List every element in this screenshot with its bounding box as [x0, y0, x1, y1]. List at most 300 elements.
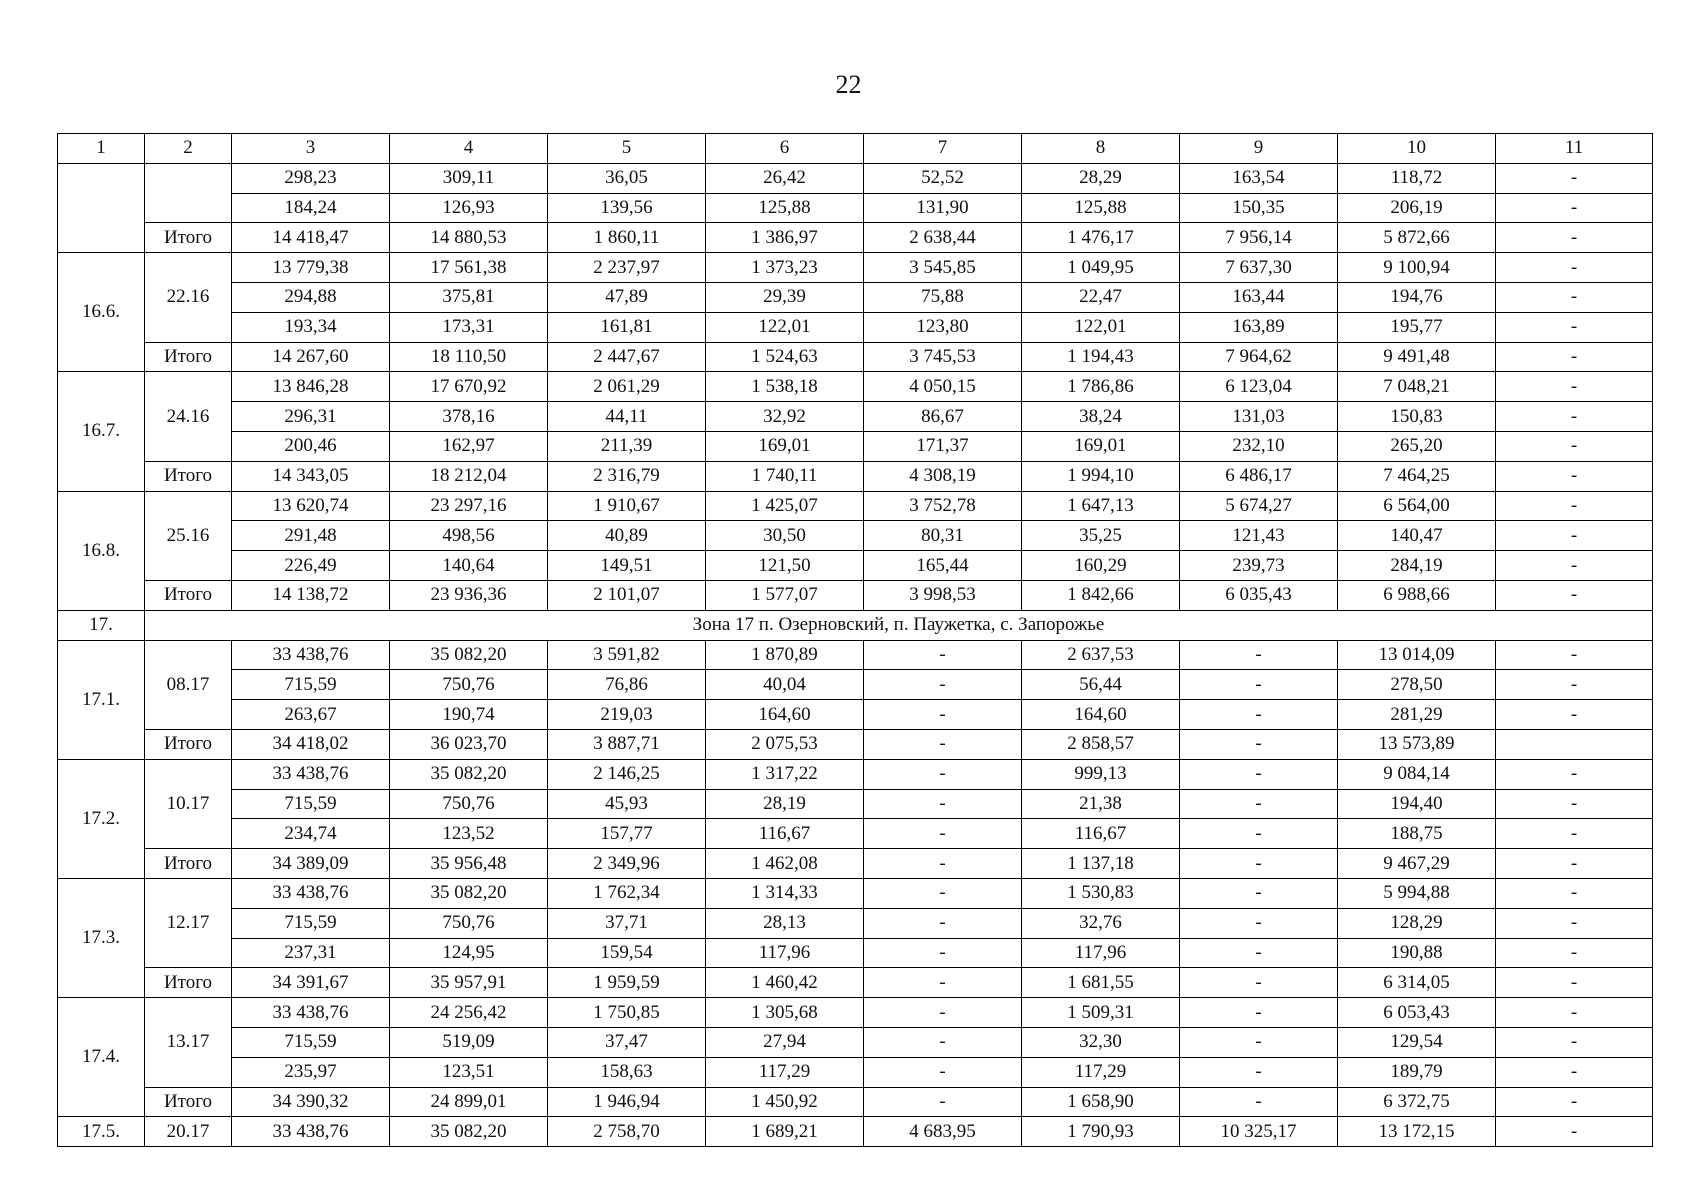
- value-cell: 1 750,85: [548, 998, 706, 1028]
- total-row: [58, 729, 1653, 759]
- table-row: [58, 938, 1653, 968]
- value-cell: -: [1496, 431, 1653, 461]
- value-cell: -: [1180, 819, 1338, 849]
- value-cell: 40,04: [706, 670, 864, 700]
- table-row: [58, 819, 1653, 849]
- table-row: [58, 402, 1653, 432]
- header-cell: 10: [1338, 134, 1496, 164]
- value-cell: -: [1496, 819, 1653, 849]
- value-cell: 34 418,02: [232, 729, 390, 759]
- value-cell: 34 391,67: [232, 968, 390, 998]
- value-cell: 163,54: [1180, 163, 1338, 193]
- value-cell: 13 014,09: [1338, 640, 1496, 670]
- total-row: [58, 461, 1653, 491]
- table-row: [58, 700, 1653, 730]
- value-cell: 164,60: [1022, 700, 1180, 730]
- value-cell: 498,56: [390, 521, 548, 551]
- value-cell: -: [1496, 580, 1653, 610]
- value-cell: 169,01: [1022, 431, 1180, 461]
- value-cell: -: [864, 998, 1022, 1028]
- value-cell: -: [864, 1027, 1022, 1057]
- value-cell: 14 138,72: [232, 580, 390, 610]
- value-cell: 35 957,91: [390, 968, 548, 998]
- value-cell: 206,19: [1338, 193, 1496, 223]
- value-cell: 117,96: [706, 938, 864, 968]
- value-cell: 1 658,90: [1022, 1087, 1180, 1117]
- value-cell: 6 123,04: [1180, 372, 1338, 402]
- value-cell: -: [864, 819, 1022, 849]
- value-cell: 200,46: [232, 431, 390, 461]
- value-cell: 281,29: [1338, 700, 1496, 730]
- value-cell: -: [1496, 789, 1653, 819]
- value-cell: 2 637,53: [1022, 640, 1180, 670]
- value-cell: -: [1496, 908, 1653, 938]
- value-cell: 7 637,30: [1180, 253, 1338, 283]
- value-cell: 18 212,04: [390, 461, 548, 491]
- value-cell: 33 438,76: [232, 640, 390, 670]
- value-cell: 219,03: [548, 700, 706, 730]
- value-cell: 122,01: [1022, 312, 1180, 342]
- total-label-cell: Итого: [145, 342, 232, 372]
- value-cell: 6 564,00: [1338, 491, 1496, 521]
- value-cell: -: [864, 640, 1022, 670]
- value-cell: -: [1180, 998, 1338, 1028]
- value-cell: 1 860,11: [548, 223, 706, 253]
- value-cell: 33 438,76: [232, 759, 390, 789]
- item-number-cell: 17.: [58, 610, 145, 640]
- value-cell: 121,43: [1180, 521, 1338, 551]
- value-cell: -: [1180, 908, 1338, 938]
- value-cell: 34 390,32: [232, 1087, 390, 1117]
- value-cell: 715,59: [232, 789, 390, 819]
- value-cell: 265,20: [1338, 431, 1496, 461]
- value-cell: 28,29: [1022, 163, 1180, 193]
- value-cell: 519,09: [390, 1027, 548, 1057]
- value-cell: 1 386,97: [706, 223, 864, 253]
- header-cell: 2: [145, 134, 232, 164]
- header-cell: 9: [1180, 134, 1338, 164]
- value-cell: 14 267,60: [232, 342, 390, 372]
- value-cell: 35 082,20: [390, 878, 548, 908]
- total-row: [58, 1087, 1653, 1117]
- value-cell: 5 872,66: [1338, 223, 1496, 253]
- value-cell: 750,76: [390, 789, 548, 819]
- value-cell: -: [1496, 1027, 1653, 1057]
- value-cell: 29,39: [706, 282, 864, 312]
- value-cell: 140,64: [390, 551, 548, 581]
- value-cell: -: [1496, 253, 1653, 283]
- value-cell: 24 256,42: [390, 998, 548, 1028]
- value-cell: 149,51: [548, 551, 706, 581]
- value-cell: 188,75: [1338, 819, 1496, 849]
- item-number-cell: 17.1.: [58, 640, 145, 759]
- value-cell: 35,25: [1022, 521, 1180, 551]
- value-cell: 36,05: [548, 163, 706, 193]
- value-cell: 2 638,44: [864, 223, 1022, 253]
- value-cell: 159,54: [548, 938, 706, 968]
- value-cell: 1 577,07: [706, 580, 864, 610]
- value-cell: 1 425,07: [706, 491, 864, 521]
- total-label-cell: Итого: [145, 580, 232, 610]
- value-cell: 284,19: [1338, 551, 1496, 581]
- value-cell: 195,77: [1338, 312, 1496, 342]
- total-row: [58, 849, 1653, 879]
- item-number-cell: [58, 163, 145, 252]
- value-cell: 1 870,89: [706, 640, 864, 670]
- total-row: [58, 342, 1653, 372]
- value-cell: -: [1180, 700, 1338, 730]
- value-cell: 36 023,70: [390, 729, 548, 759]
- value-cell: 7 956,14: [1180, 223, 1338, 253]
- value-cell: 37,47: [548, 1027, 706, 1057]
- value-cell: [1496, 729, 1653, 759]
- value-cell: 2 316,79: [548, 461, 706, 491]
- zone-code-cell: 13.17: [145, 998, 232, 1087]
- value-cell: -: [864, 849, 1022, 879]
- value-cell: 40,89: [548, 521, 706, 551]
- value-cell: -: [1496, 551, 1653, 581]
- value-cell: 157,77: [548, 819, 706, 849]
- value-cell: -: [1180, 1087, 1338, 1117]
- value-cell: 28,19: [706, 789, 864, 819]
- value-cell: -: [1496, 461, 1653, 491]
- value-cell: 193,34: [232, 312, 390, 342]
- value-cell: 14 880,53: [390, 223, 548, 253]
- value-cell: 1 786,86: [1022, 372, 1180, 402]
- value-cell: -: [1180, 789, 1338, 819]
- value-cell: 2 061,29: [548, 372, 706, 402]
- value-cell: -: [1496, 998, 1653, 1028]
- value-cell: 76,86: [548, 670, 706, 700]
- value-cell: -: [864, 729, 1022, 759]
- value-cell: 211,39: [548, 431, 706, 461]
- value-cell: 28,13: [706, 908, 864, 938]
- zone-code-cell: 10.17: [145, 759, 232, 848]
- table-row: [58, 1027, 1653, 1057]
- table-row: [58, 431, 1653, 461]
- value-cell: 131,03: [1180, 402, 1338, 432]
- value-cell: 1 137,18: [1022, 849, 1180, 879]
- value-cell: 18 110,50: [390, 342, 548, 372]
- value-cell: 750,76: [390, 908, 548, 938]
- table-row: [58, 1117, 1653, 1147]
- value-cell: 33 438,76: [232, 878, 390, 908]
- total-row: [58, 223, 1653, 253]
- value-cell: 6 988,66: [1338, 580, 1496, 610]
- value-cell: -: [864, 1057, 1022, 1087]
- zone-code-cell: 22.16: [145, 253, 232, 342]
- value-cell: 234,74: [232, 819, 390, 849]
- value-cell: -: [864, 670, 1022, 700]
- value-cell: 1 509,31: [1022, 998, 1180, 1028]
- value-cell: 7 048,21: [1338, 372, 1496, 402]
- value-cell: 150,83: [1338, 402, 1496, 432]
- zone-code-cell: 25.16: [145, 491, 232, 580]
- header-cell: 6: [706, 134, 864, 164]
- value-cell: -: [864, 1087, 1022, 1117]
- value-cell: 3 887,71: [548, 729, 706, 759]
- zone-code-cell: 12.17: [145, 878, 232, 967]
- table-row: [58, 372, 1653, 402]
- value-cell: 1 476,17: [1022, 223, 1180, 253]
- value-cell: 121,50: [706, 551, 864, 581]
- value-cell: 21,38: [1022, 789, 1180, 819]
- tariff-table: [57, 133, 1653, 1147]
- value-cell: 23 936,36: [390, 580, 548, 610]
- table-row: [58, 491, 1653, 521]
- value-cell: 1 762,34: [548, 878, 706, 908]
- value-cell: 45,93: [548, 789, 706, 819]
- value-cell: 1 305,68: [706, 998, 864, 1028]
- value-cell: 128,29: [1338, 908, 1496, 938]
- value-cell: 10 325,17: [1180, 1117, 1338, 1147]
- value-cell: -: [1496, 193, 1653, 223]
- value-cell: 1 194,43: [1022, 342, 1180, 372]
- value-cell: 32,92: [706, 402, 864, 432]
- value-cell: -: [1496, 521, 1653, 551]
- value-cell: 291,48: [232, 521, 390, 551]
- total-row: [58, 580, 1653, 610]
- value-cell: 129,54: [1338, 1027, 1496, 1057]
- item-number-cell: 16.7.: [58, 372, 145, 491]
- table-body: [58, 163, 1653, 1146]
- value-cell: -: [1496, 938, 1653, 968]
- value-cell: 6 486,17: [1180, 461, 1338, 491]
- value-cell: 2 758,70: [548, 1117, 706, 1147]
- value-cell: 38,24: [1022, 402, 1180, 432]
- value-cell: 117,29: [1022, 1057, 1180, 1087]
- value-cell: 117,96: [1022, 938, 1180, 968]
- total-label-cell: Итого: [145, 1087, 232, 1117]
- value-cell: 1 314,33: [706, 878, 864, 908]
- value-cell: -: [1180, 729, 1338, 759]
- value-cell: 263,67: [232, 700, 390, 730]
- value-cell: -: [864, 700, 1022, 730]
- value-cell: 171,37: [864, 431, 1022, 461]
- value-cell: -: [864, 759, 1022, 789]
- value-cell: -: [1180, 938, 1338, 968]
- page-number: 22: [835, 70, 862, 99]
- value-cell: 296,31: [232, 402, 390, 432]
- value-cell: 226,49: [232, 551, 390, 581]
- value-cell: -: [864, 878, 1022, 908]
- value-cell: 3 745,53: [864, 342, 1022, 372]
- value-cell: -: [1496, 372, 1653, 402]
- value-cell: 3 591,82: [548, 640, 706, 670]
- value-cell: 158,63: [548, 1057, 706, 1087]
- value-cell: 32,76: [1022, 908, 1180, 938]
- item-number-cell: 16.6.: [58, 253, 145, 372]
- value-cell: 173,31: [390, 312, 548, 342]
- value-cell: 44,11: [548, 402, 706, 432]
- value-cell: -: [1496, 342, 1653, 372]
- value-cell: 2 146,25: [548, 759, 706, 789]
- value-cell: 194,40: [1338, 789, 1496, 819]
- zone-code-cell: 20.17: [145, 1117, 232, 1147]
- value-cell: 1 740,11: [706, 461, 864, 491]
- value-cell: -: [1180, 640, 1338, 670]
- value-cell: 1 994,10: [1022, 461, 1180, 491]
- value-cell: 2 349,96: [548, 849, 706, 879]
- value-cell: -: [1496, 1087, 1653, 1117]
- value-cell: -: [1180, 1057, 1338, 1087]
- value-cell: -: [1496, 402, 1653, 432]
- table-row: [58, 670, 1653, 700]
- zone-code-cell: [145, 163, 232, 223]
- value-cell: 14 418,47: [232, 223, 390, 253]
- value-cell: -: [1180, 968, 1338, 998]
- value-cell: 33 438,76: [232, 998, 390, 1028]
- value-cell: 160,29: [1022, 551, 1180, 581]
- value-cell: 194,76: [1338, 282, 1496, 312]
- value-cell: 2 101,07: [548, 580, 706, 610]
- total-label-cell: Итого: [145, 729, 232, 759]
- value-cell: 14 343,05: [232, 461, 390, 491]
- value-cell: 1 842,66: [1022, 580, 1180, 610]
- value-cell: 2 075,53: [706, 729, 864, 759]
- header-cell: 1: [58, 134, 145, 164]
- value-cell: 32,30: [1022, 1027, 1180, 1057]
- value-cell: 169,01: [706, 431, 864, 461]
- value-cell: 13 620,74: [232, 491, 390, 521]
- value-cell: 150,35: [1180, 193, 1338, 223]
- value-cell: 1 689,21: [706, 1117, 864, 1147]
- value-cell: 237,31: [232, 938, 390, 968]
- value-cell: 86,67: [864, 402, 1022, 432]
- table-row: [58, 789, 1653, 819]
- value-cell: 13 172,15: [1338, 1117, 1496, 1147]
- value-cell: 278,50: [1338, 670, 1496, 700]
- value-cell: 715,59: [232, 908, 390, 938]
- value-cell: 163,44: [1180, 282, 1338, 312]
- value-cell: 164,60: [706, 700, 864, 730]
- total-label-cell: Итого: [145, 461, 232, 491]
- value-cell: -: [1496, 759, 1653, 789]
- value-cell: 5 994,88: [1338, 878, 1496, 908]
- value-cell: 116,67: [1022, 819, 1180, 849]
- table-row: [58, 253, 1653, 283]
- value-cell: 232,10: [1180, 431, 1338, 461]
- value-cell: 1 460,42: [706, 968, 864, 998]
- header-cell: 5: [548, 134, 706, 164]
- value-cell: 35 956,48: [390, 849, 548, 879]
- value-cell: 6 035,43: [1180, 580, 1338, 610]
- value-cell: 1 450,92: [706, 1087, 864, 1117]
- value-cell: -: [1496, 670, 1653, 700]
- value-cell: 715,59: [232, 1027, 390, 1057]
- value-cell: 2 858,57: [1022, 729, 1180, 759]
- value-cell: 125,88: [706, 193, 864, 223]
- value-cell: 7 464,25: [1338, 461, 1496, 491]
- value-cell: 35 082,20: [390, 640, 548, 670]
- value-cell: 3 752,78: [864, 491, 1022, 521]
- value-cell: 1 910,67: [548, 491, 706, 521]
- value-cell: 17 670,92: [390, 372, 548, 402]
- value-cell: 189,79: [1338, 1057, 1496, 1087]
- value-cell: 125,88: [1022, 193, 1180, 223]
- value-cell: 9 467,29: [1338, 849, 1496, 879]
- table-row: [58, 521, 1653, 551]
- item-number-cell: 17.4.: [58, 998, 145, 1117]
- value-cell: 24 899,01: [390, 1087, 548, 1117]
- value-cell: 13 573,89: [1338, 729, 1496, 759]
- value-cell: 6 314,05: [1338, 968, 1496, 998]
- value-cell: 163,89: [1180, 312, 1338, 342]
- value-cell: 1 959,59: [548, 968, 706, 998]
- value-cell: -: [864, 908, 1022, 938]
- value-cell: 1 462,08: [706, 849, 864, 879]
- value-cell: 34 389,09: [232, 849, 390, 879]
- value-cell: 2 447,67: [548, 342, 706, 372]
- value-cell: 131,90: [864, 193, 1022, 223]
- value-cell: 1 530,83: [1022, 878, 1180, 908]
- value-cell: 37,71: [548, 908, 706, 938]
- table-row: [58, 878, 1653, 908]
- value-cell: 165,44: [864, 551, 1022, 581]
- value-cell: 1 790,93: [1022, 1117, 1180, 1147]
- header-cell: 3: [232, 134, 390, 164]
- zone-title-cell: Зона 17 п. Озерновский, п. Паужетка, с. Запорожье: [145, 610, 1653, 640]
- value-cell: 9 491,48: [1338, 342, 1496, 372]
- value-cell: -: [1496, 640, 1653, 670]
- value-cell: 80,31: [864, 521, 1022, 551]
- value-cell: 23 297,16: [390, 491, 548, 521]
- table-row: [58, 282, 1653, 312]
- value-cell: 1 647,13: [1022, 491, 1180, 521]
- value-cell: 139,56: [548, 193, 706, 223]
- value-cell: 140,47: [1338, 521, 1496, 551]
- value-cell: 116,67: [706, 819, 864, 849]
- item-number-cell: 17.5.: [58, 1117, 145, 1147]
- table-row: [58, 1057, 1653, 1087]
- value-cell: -: [1496, 312, 1653, 342]
- value-cell: 4 050,15: [864, 372, 1022, 402]
- header-cell: 11: [1496, 134, 1653, 164]
- value-cell: -: [1496, 491, 1653, 521]
- value-cell: -: [1496, 282, 1653, 312]
- header-cell: 4: [390, 134, 548, 164]
- value-cell: 1 946,94: [548, 1087, 706, 1117]
- value-cell: 117,29: [706, 1057, 864, 1087]
- value-cell: 30,50: [706, 521, 864, 551]
- value-cell: 52,52: [864, 163, 1022, 193]
- value-cell: 123,52: [390, 819, 548, 849]
- value-cell: 190,88: [1338, 938, 1496, 968]
- header-row: [58, 134, 1653, 164]
- value-cell: 124,95: [390, 938, 548, 968]
- value-cell: 13 779,38: [232, 253, 390, 283]
- value-cell: 1 049,95: [1022, 253, 1180, 283]
- value-cell: 3 545,85: [864, 253, 1022, 283]
- value-cell: 56,44: [1022, 670, 1180, 700]
- value-cell: 6 372,75: [1338, 1087, 1496, 1117]
- value-cell: 378,16: [390, 402, 548, 432]
- value-cell: 47,89: [548, 282, 706, 312]
- value-cell: 239,73: [1180, 551, 1338, 581]
- value-cell: -: [1496, 700, 1653, 730]
- table-row: [58, 759, 1653, 789]
- value-cell: -: [1496, 849, 1653, 879]
- value-cell: 22,47: [1022, 282, 1180, 312]
- value-cell: 9 084,14: [1338, 759, 1496, 789]
- value-cell: 122,01: [706, 312, 864, 342]
- value-cell: 5 674,27: [1180, 491, 1338, 521]
- item-number-cell: 17.2.: [58, 759, 145, 878]
- value-cell: -: [1496, 163, 1653, 193]
- value-cell: 1 681,55: [1022, 968, 1180, 998]
- value-cell: 75,88: [864, 282, 1022, 312]
- value-cell: -: [864, 938, 1022, 968]
